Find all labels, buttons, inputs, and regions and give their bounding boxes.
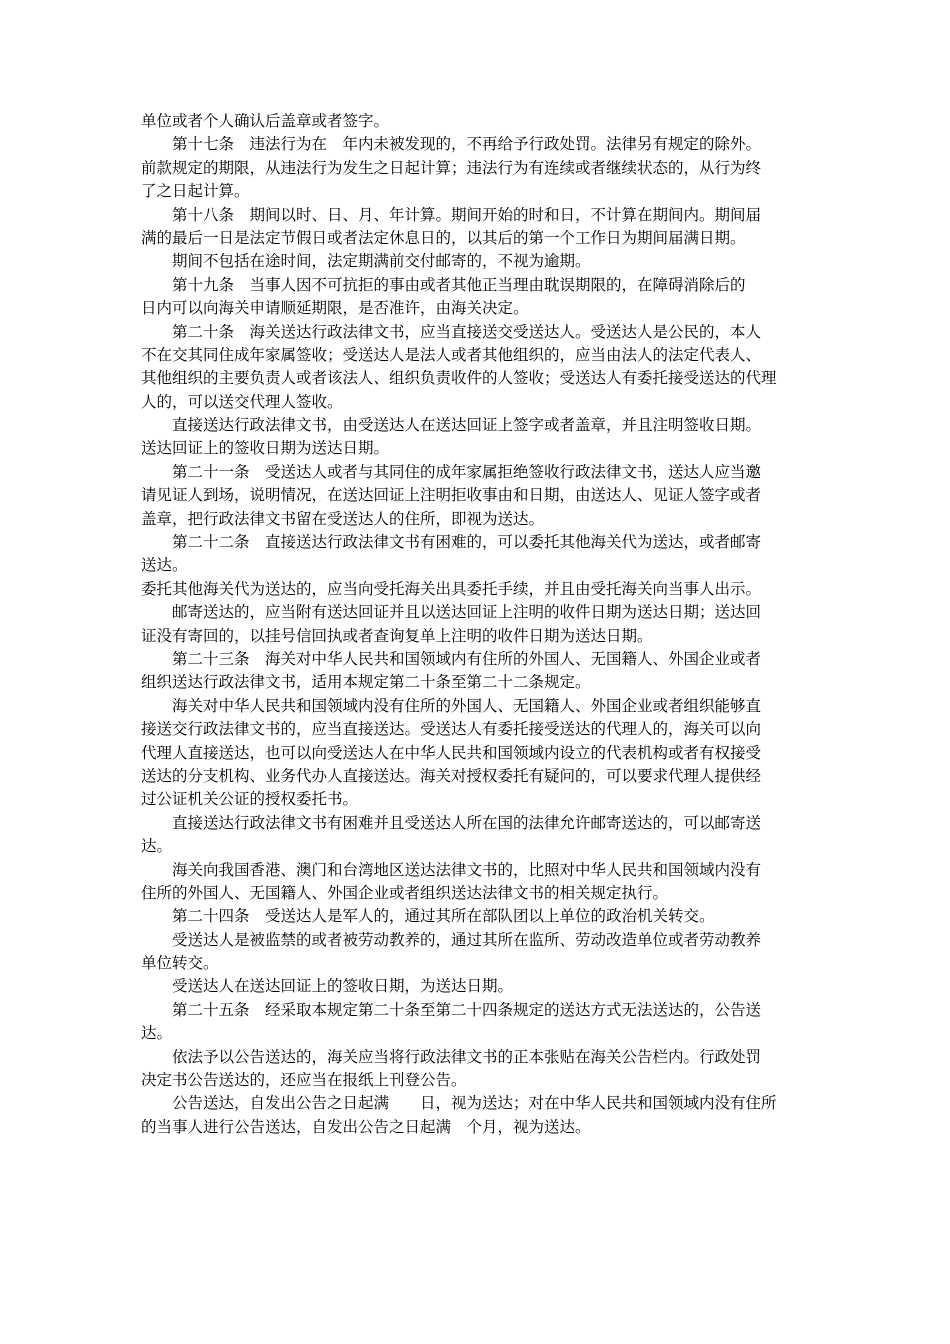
text-line: 第二十四条 受送达人是军人的，通过其所在部队团以上单位的政治机关转交。 xyxy=(141,907,715,926)
text-line: 第二十二条 直接送达行政法律文书有困难的，可以委托其他海关代为送达，或者邮寄 xyxy=(141,533,762,552)
text-line: 日内可以向海关申请顺延期限，是否准许，由海关决定。 xyxy=(141,299,529,318)
text-line: 组织送达行政法律文书，适用本规定第二十条至第二十二条规定。 xyxy=(141,673,591,692)
text-line: 受送达人是被监禁的或者被劳动教养的，通过其所在监所、劳动改造单位或者劳动教养 xyxy=(141,930,762,949)
text-line: 前款规定的期限，从违法行为发生之日起计算；违法行为有连续或者继续状态的，从行为终 xyxy=(141,158,762,177)
text-line: 送达回证上的签收日期为送达日期。 xyxy=(141,439,390,458)
text-line: 受送达人在送达回证上的签收日期，为送达日期。 xyxy=(141,977,514,996)
text-line: 第二十五条 经采取本规定第二十条至第二十四条规定的送达方式无法送达的，公告送 xyxy=(141,1000,762,1019)
text-line: 期间不包括在途时间，法定期满前交付邮寄的，不视为逾期。 xyxy=(141,252,591,271)
text-line: 决定书公告送达的，还应当在报纸上刊登公告。 xyxy=(141,1071,467,1090)
text-line: 海关向我国香港、澳门和台湾地区送达法律文书的，比照对中华人民共和国领域内没有 xyxy=(141,860,762,879)
text-line: 第十八条 期间以时、日、月、年计算。期间开始的时和日，不计算在期间内。期间届 xyxy=(141,205,762,224)
text-line: 第十九条 当事人因不可抗拒的事由或者其他正当理由耽误期限的，在障碍消除后的 xyxy=(141,275,746,294)
text-line: 盖章，把行政法律文书留在受送达人的住所，即视为送达。 xyxy=(141,509,545,528)
text-line: 第十七条 违法行为在 年内未被发现的，不再给予行政处罚。法律另有规定的除外。 xyxy=(141,135,762,154)
text-line: 接送交行政法律文书的，应当直接送达。受送达人有委托接受送达的代理人的，海关可以向 xyxy=(141,720,762,739)
text-line: 委托其他海关代为送达的，应当向受托海关出具委托手续，并且由受托海关向当事人出示。 xyxy=(141,579,762,598)
text-line: 过公证机关公证的授权委托书。 xyxy=(141,790,359,809)
text-line: 送达。 xyxy=(141,556,188,575)
text-line: 第二十条 海关送达行政法律文书，应当直接送交受送达人。受送达人是公民的，本人 xyxy=(141,322,762,341)
text-line: 公告送达，自发出公告之日起满 日，视为送达；对在中华人民共和国领域内没有住所 xyxy=(141,1094,777,1113)
text-line: 住所的外国人、无国籍人、外国企业或者组织送达法律文书的相关规定执行。 xyxy=(141,883,669,902)
text-line: 送达的分支机构、业务代办人直接送达。海关对授权委托有疑问的，可以要求代理人提供经 xyxy=(141,766,762,785)
document-body xyxy=(141,110,813,1139)
text-line: 单位转交。 xyxy=(141,954,219,973)
text-line: 证没有寄回的，以挂号信回执或者查询复单上注明的收件日期为送达日期。 xyxy=(141,626,653,645)
text-line: 邮寄送达的，应当附有送达回证并且以送达回证上注明的收件日期为送达日期；送达回 xyxy=(141,603,762,622)
text-line: 单位或者个人确认后盖章或者签字。 xyxy=(141,112,390,130)
text-line: 直接送达行政法律文书有困难并且受送达人所在国的法律允许邮寄送达的，可以邮寄送 xyxy=(141,813,762,832)
text-line: 了之日起计算。 xyxy=(141,182,250,201)
text-line: 人的，可以送交代理人签收。 xyxy=(141,392,343,411)
text-line: 第二十三条 海关对中华人民共和国领域内有住所的外国人、无国籍人、外国企业或者 xyxy=(141,649,762,668)
text-line: 达。 xyxy=(141,837,173,856)
text-line: 第二十一条 受送达人或者与其同住的成年家属拒绝签收行政法律文书，送达人应当邀 xyxy=(141,462,762,481)
text-line: 直接送达行政法律文书，由受送达人在送达回证上签字或者盖章，并且注明签收日期。 xyxy=(141,416,762,435)
text-line: 请见证人到场，说明情况，在送达回证上注明拒收事由和日期，由送达人、见证人签字或者 xyxy=(141,486,762,505)
text-line: 海关对中华人民共和国领域内没有住所的外国人、无国籍人、外国企业或者组织能够直 xyxy=(141,696,762,715)
text-line: 其他组织的主要负责人或者该法人、组织负责收件的人签收；受送达人有委托接受送达的代理 xyxy=(141,369,777,388)
text-line: 代理人直接送达，也可以向受送达人在中华人民共和国领域内设立的代表机构或者有权接受 xyxy=(141,743,762,762)
text-line: 达。 xyxy=(141,1024,173,1043)
text-line: 满的最后一日是法定节假日或者法定休息日的，以其后的第一个工作日为期间届满日期。 xyxy=(141,228,746,247)
text-line: 的当事人进行公告送达，自发出公告之日起满 个月，视为送达。 xyxy=(141,1117,591,1136)
text-line: 依法予以公告送达的，海关应当将行政法律文书的正本张贴在海关公告栏内。行政处罚 xyxy=(141,1047,762,1066)
text-line: 不在交其同住成年家属签收；受送达人是法人或者其他组织的，应当由法人的法定代表人、 xyxy=(141,345,762,364)
